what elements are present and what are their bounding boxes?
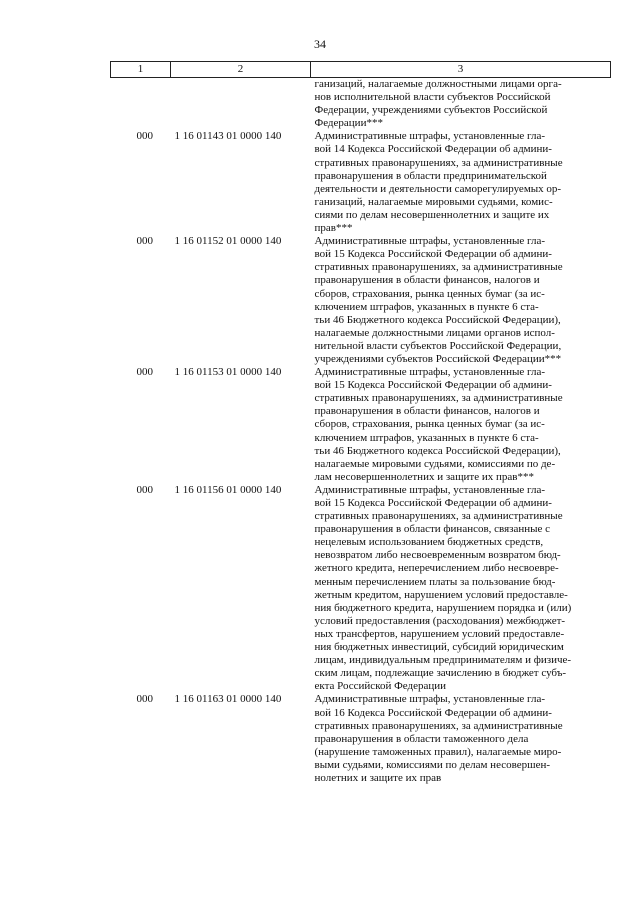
description-cell: ганизаций, налагаемые должностными лицами орга- нов исполнительной власти субъектов Российской Федерации, учреждениями субъектов Российской Федерации***	[314, 78, 562, 130]
budget-codes-table	[110, 61, 611, 785]
kbk-code-cell: 1 16 01143 01 0000 140	[174, 130, 282, 143]
page-number: 34	[314, 37, 326, 51]
kbk-code-cell	[171, 78, 311, 131]
table-row	[111, 693, 611, 785]
admin-code-cell: 000	[136, 483, 153, 496]
description-cell: Административные штрафы, установленные гла- вой 15 Кодекса Российской Федерации об админи- стративных правонарушениях, за административные правонарушения в области финансов, налогов и сборов, страхования, рынка ценных бумаг (за ис- ключением штрафов, указанных в пункте 6 ста- тьи 46 Бюджетного кодекса Российской Федерации), налагаемые мировыми судьями, комиссиями по де- лам несовершеннолетних и защите их прав***	[314, 366, 563, 483]
admin-code-cell: 000	[136, 130, 153, 143]
description-cell: Административные штрафы, установленные гла- вой 15 Кодекса Российской Федерации об админи- стративных правонарушениях, за административные правонарушения в области финансов, налогов и сборов, страхования, рынка ценных бумаг (за ис- ключением штрафов, указанных в пункте 6 ста- тьи 46 Бюджетного кодекса Российской Федерации), налагаемые должностными лицами органов испол- нительной власти субъектов Российской Федерации, учреждениями субъектов Российской Федерации***	[314, 235, 563, 365]
admin-code-cell: 000	[136, 693, 153, 706]
kbk-code-cell: 1 16 01153 01 0000 140	[174, 366, 282, 379]
description-cell: Административные штрафы, установленные гла- вой 16 Кодекса Российской Федерации об админи- стративных правонарушениях, за административные правонарушения в области таможенного дела (нарушение таможенных правил), налагаемые миро- выми судьями, комиссиями по делам несовершен- нолетних и защите их прав	[314, 693, 563, 784]
kbk-code-cell: 1 16 01156 01 0000 140	[174, 483, 282, 496]
table-header-row	[111, 62, 611, 78]
kbk-code-cell: 1 16 01152 01 0000 140	[174, 235, 282, 248]
admin-code-cell: 000	[136, 366, 153, 379]
admin-code-cell	[111, 78, 171, 131]
column-header-2: 2	[171, 62, 311, 78]
table-body	[111, 78, 611, 786]
admin-code-cell: 000	[136, 235, 153, 248]
kbk-code-cell: 1 16 01163 01 0000 140	[174, 693, 282, 706]
column-header-3: 3	[311, 62, 611, 78]
description-cell: Административные штрафы, установленные гла- вой 14 Кодекса Российской Федерации об админи- стративных правонарушениях, за административные правонарушения в области предпринимательской деятельности и деятельности саморегулируемых ор- ганизаций, налагаемые мировыми судьями, комис- сиями по делам несовершеннолетних и защите их прав***	[314, 130, 563, 235]
table-row	[111, 130, 611, 235]
column-header-1: 1	[111, 62, 171, 78]
table-header	[111, 62, 611, 78]
table-row	[111, 235, 611, 366]
table-row	[111, 78, 611, 131]
description-cell: Административные штрафы, установленные гла- вой 15 Кодекса Российской Федерации об админи- стративных правонарушениях, за административные правонарушения в области финансов, связанные с нецелевым использованием бюджетных средств, невозвратом либо несвоевременным возвратом бюд- жетного кредита, неперечислением либо несвоевре- менным перечислением платы за пользование бюд- жетным кредитом, нарушением условий предоставле- ния бюджетного кредита, нарушением порядка и (или) условий предоставления (расходования) межбюджет- ных трансфертов, нарушением условий предоставле- ния бюджетных инвестиций, субсидий юридическим лицам, индивидуальным предпринимателям и физиче- ским лицам, подлежащие зачислению в бюджет субъ- екта Российской Федерации	[314, 483, 572, 693]
table-row	[111, 366, 611, 484]
table-row	[111, 484, 611, 694]
